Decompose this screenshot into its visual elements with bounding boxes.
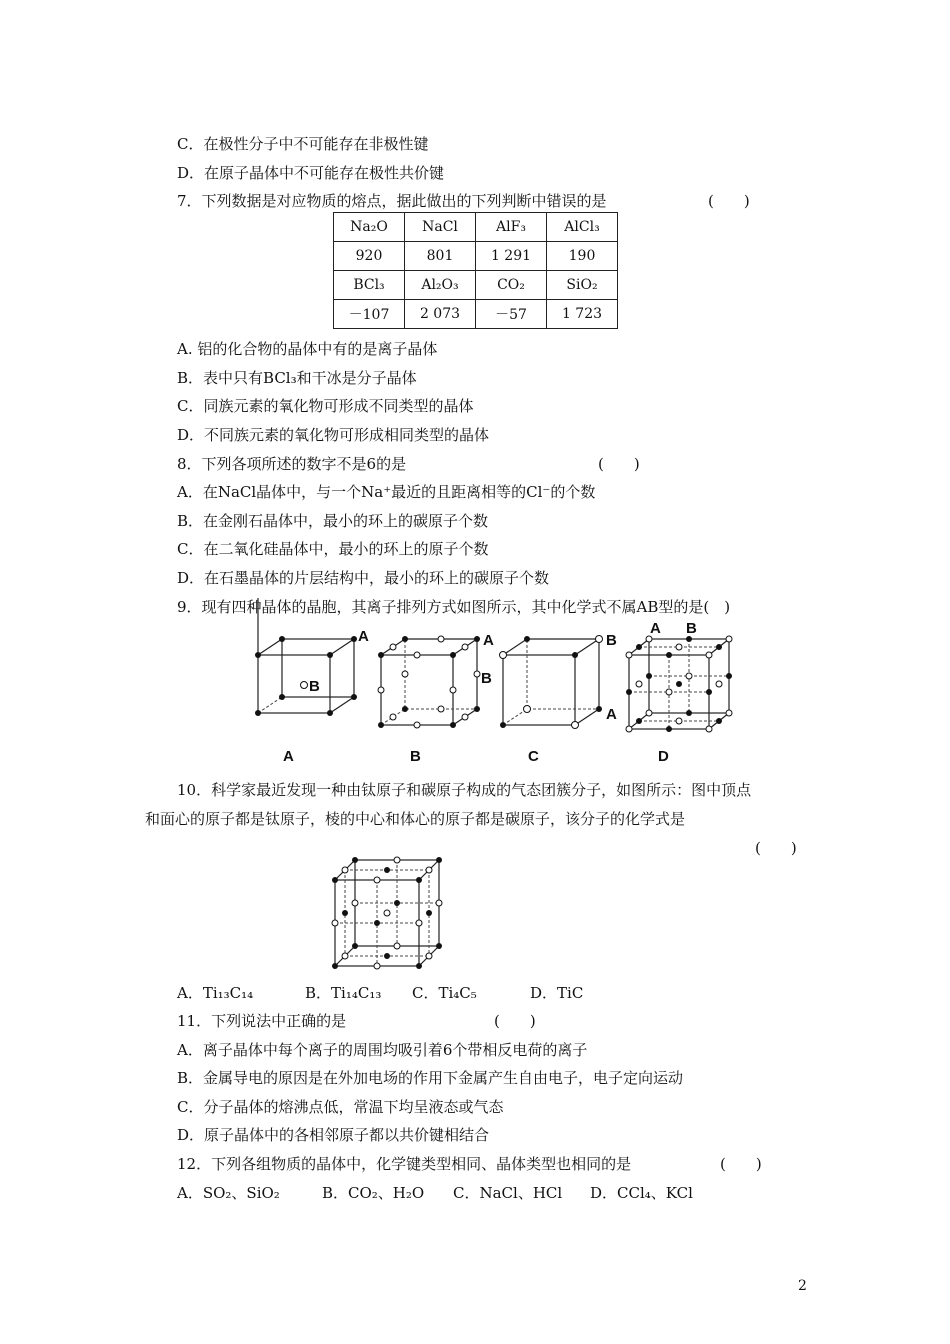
q11-option-c: C．分子晶体的熔沸点低，常温下均呈液态或气态 [177,1098,504,1116]
table-cell: 190 [547,242,618,271]
q8-answer-paren: ( ) [598,455,640,473]
label-b: B [686,620,697,637]
q11-stem: 11．下列说法中正确的是 [177,1012,347,1030]
q10-option-c: C．Ti₄C₅ [412,984,477,1002]
label-a: A [483,632,494,649]
label-b: B [309,678,320,695]
label-a: A [606,706,617,723]
q8-option-b: B．在金刚石晶体中，最小的环上的碳原子个数 [177,512,489,530]
caption-c: C [528,748,539,765]
table-cell: －57 [476,300,547,329]
q10-stem-line2: 和面心的原子都是钛原子，棱的中心和体心的原子都是碳原子，该分子的化学式是 [145,810,686,828]
unit-cell-c [500,632,618,765]
table-cell: －107 [334,300,405,329]
table-cell: Na₂O [334,213,405,242]
q10-answer-paren: ( ) [755,839,797,857]
q6-option-d: D．在原子晶体中不可能存在极性共价键 [177,164,445,182]
q7-answer-paren: ( ) [708,192,750,210]
q10-option-d: D．TiC [530,984,584,1002]
q12-option-b: B．CO₂、H₂O [322,1184,425,1202]
q10-option-b: B．Ti₁₄C₁₃ [305,984,382,1002]
table-cell: AlF₃ [476,213,547,242]
unit-cell-b [378,632,494,765]
q11-option-a: A．离子晶体中每个离子的周围均吸引着6个带相反电荷的离子 [177,1041,588,1059]
table-cell: SiO₂ [547,271,618,300]
q7-stem: 7．下列数据是对应物质的熔点，据此做出的下列判断中错误的是 [177,192,607,210]
table-cell: 1 291 [476,242,547,271]
label-a: A [650,620,661,637]
q12-answer-paren: ( ) [720,1155,762,1173]
q12-option-d: D．CCl₄、KCl [590,1184,693,1202]
q10-cluster-figure [0,850,950,980]
label-a: A [358,628,369,645]
caption-b: B [410,748,421,765]
table-cell: 2 073 [405,300,476,329]
q8-option-d: D．在石墨晶体的片层结构中，最小的环上的碳原子个数 [177,569,550,587]
q7-option-a: A. 铝的化合物的晶体中有的是离子晶体 [177,340,438,358]
q11-answer-paren: ( ) [494,1012,536,1030]
q10-option-a: A．Ti₁₃C₁₄ [177,984,254,1002]
unit-cell-a [255,598,369,765]
unit-cell-d [626,620,732,765]
q7-option-d: D．不同族元素的氧化物可形成相同类型的晶体 [177,426,490,444]
table-cell: Al₂O₃ [405,271,476,300]
table-cell: 920 [334,242,405,271]
table-cell: NaCl [405,213,476,242]
q12-option-a: A．SO₂、SiO₂ [177,1184,280,1202]
table-cell: CO₂ [476,271,547,300]
q6-option-c: C．在极性分子中不可能存在非极性键 [177,135,429,153]
table-cell: 1 723 [547,300,618,329]
q8-option-c: C．在二氧化硅晶体中，最小的环上的原子个数 [177,540,489,558]
caption-d: D [658,748,669,765]
q8-option-a: A．在NaCl晶体中，与一个Na⁺最近的且距离相等的Cl⁻的个数 [177,483,596,501]
q12-option-c: C．NaCl、HCl [453,1184,563,1202]
q9-stem: 9．现有四种晶体的晶胞，其离子排列方式如图所示，其中化学式不属AB型的是( ) [177,598,731,616]
label-b: B [481,670,492,687]
table-cell: AlCl₃ [547,213,618,242]
melting-point-table [333,212,618,329]
table-cell: 801 [405,242,476,271]
q11-option-d: D．原子晶体中的各相邻原子都以共价键相结合 [177,1126,490,1144]
q7-option-b: B．表中只有BCl₃和干冰是分子晶体 [177,369,417,387]
q10-stem-line1: 10．科学家最近发现一种由钛原子和碳原子构成的气态团簇分子，如图所示：图中顶点 [177,781,752,799]
table-cell: BCl₃ [334,271,405,300]
q7-option-c: C．同族元素的氧化物可形成不同类型的晶体 [177,397,474,415]
q9-unit-cells-figure [0,615,950,765]
q8-stem: 8．下列各项所述的数字不是6的是 [177,455,407,473]
q12-stem: 12．下列各组物质的晶体中，化学键类型相同、晶体类型也相同的是 [177,1155,632,1173]
label-b: B [606,632,617,649]
page-number: 2 [798,1278,807,1294]
q11-option-b: B．金属导电的原因是在外加电场的作用下金属产生自由电子，电子定向运动 [177,1069,684,1087]
caption-a: A [283,748,294,765]
